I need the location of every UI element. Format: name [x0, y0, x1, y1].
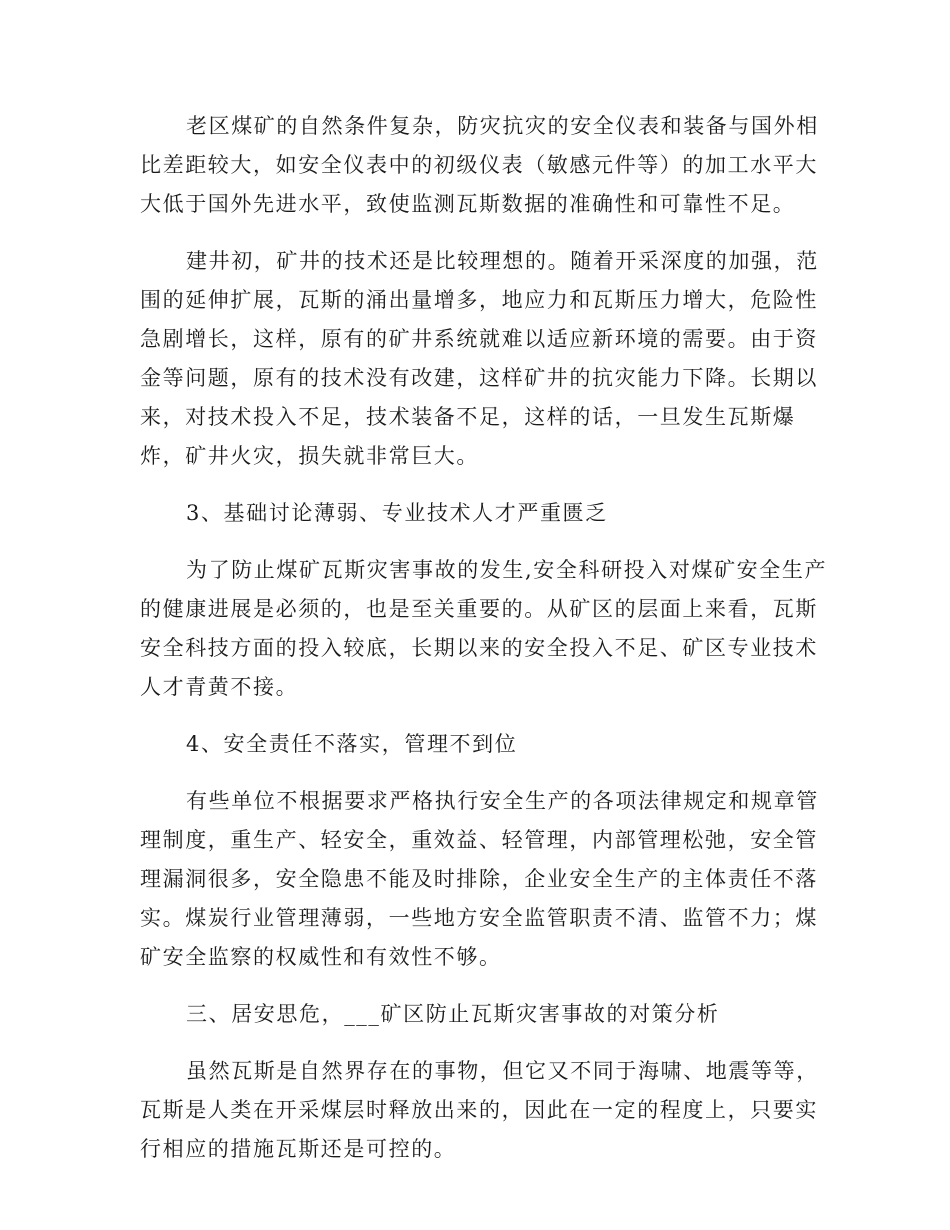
text-line: 围的延伸扩展，瓦斯的涌出量增多，地应力和瓦斯压力增大，危险性	[140, 288, 818, 312]
section-heading-responsibility	[140, 725, 800, 764]
document-body	[140, 107, 828, 1187]
text-line: 老区煤矿的自然条件复杂，防灾抗灾的安全仪表和装备与国外相	[186, 114, 819, 138]
text-line: 建井初，矿井的技术还是比较理想的。随着开采深度的加强，范	[186, 249, 819, 273]
paragraph-gas-controllable	[140, 1052, 819, 1169]
text-line: 有些单位不根据要求严格执行安全生产的各项法律规定和规章管	[186, 789, 819, 813]
heading-text: 4、安全责任不落实，管理不到位	[186, 732, 518, 756]
text-line: 虽然瓦斯是自然界存在的事物，但它又不同于海啸、地震等等，	[186, 1059, 819, 1083]
text-line: 金等问题，原有的技术没有改建，这样矿井的抗灾能力下降。长期以	[140, 366, 818, 390]
section-heading-countermeasures	[140, 995, 800, 1034]
text-line: 来，对技术投入不足，技术装备不足，这样的话，一旦发生瓦斯爆	[140, 405, 796, 429]
text-line: 比差距较大，如安全仪表中的初级仪表（敏感元件等）的加工水平大	[140, 153, 818, 177]
text-line: 矿安全监察的权威性和有效性不够。	[140, 945, 502, 969]
text-line: 理制度，重生产、轻安全，重效益、轻管理，内部管理松弛，安全管	[140, 828, 818, 852]
text-line: 炸，矿井火灾，损失就非常巨大。	[140, 444, 479, 468]
text-line: 急剧增长，这样，原有的矿井系统就难以适应新环境的需要。由于资	[140, 327, 818, 351]
text-line: 理漏洞很多，安全隐患不能及时排除，企业安全生产的主体责任不落	[140, 867, 818, 891]
section-heading-research-talent	[140, 494, 800, 533]
heading-text: 3、基础讨论薄弱、专业技术人才严重匮乏	[186, 501, 608, 525]
text-line: 为了防止煤矿瓦斯灾害事故的发生,安全科研投入对煤矿安全生产	[186, 558, 828, 582]
paragraph-management-issues	[140, 782, 819, 977]
paragraph-research-investment	[140, 551, 828, 707]
text-line: 的健康进展是必须的，也是至关重要的。从矿区的层面上来看，瓦斯	[140, 597, 818, 621]
text-line: 瓦斯是人类在开采煤层时释放出来的，因此在一定的程度上，只要实	[140, 1098, 818, 1122]
text-line: 人才青黄不接。	[140, 675, 299, 699]
text-line: 行相应的措施瓦斯还是可控的。	[140, 1137, 457, 1161]
paragraph-equipment-gap	[140, 107, 819, 224]
text-line: 大低于国外先进水平，致使监测瓦斯数据的准确性和可靠性不足。	[140, 192, 796, 216]
text-line: 实。煤炭行业管理薄弱，一些地方安全监管职责不清、监管不力；煤	[140, 906, 818, 930]
heading-text: 三、居安思危，___矿区防止瓦斯灾害事故的对策分析	[186, 1002, 720, 1026]
text-line: 安全科技方面的投入较底，长期以来的安全投入不足、矿区专业技术	[140, 636, 818, 660]
paragraph-technology-decline	[140, 242, 819, 476]
